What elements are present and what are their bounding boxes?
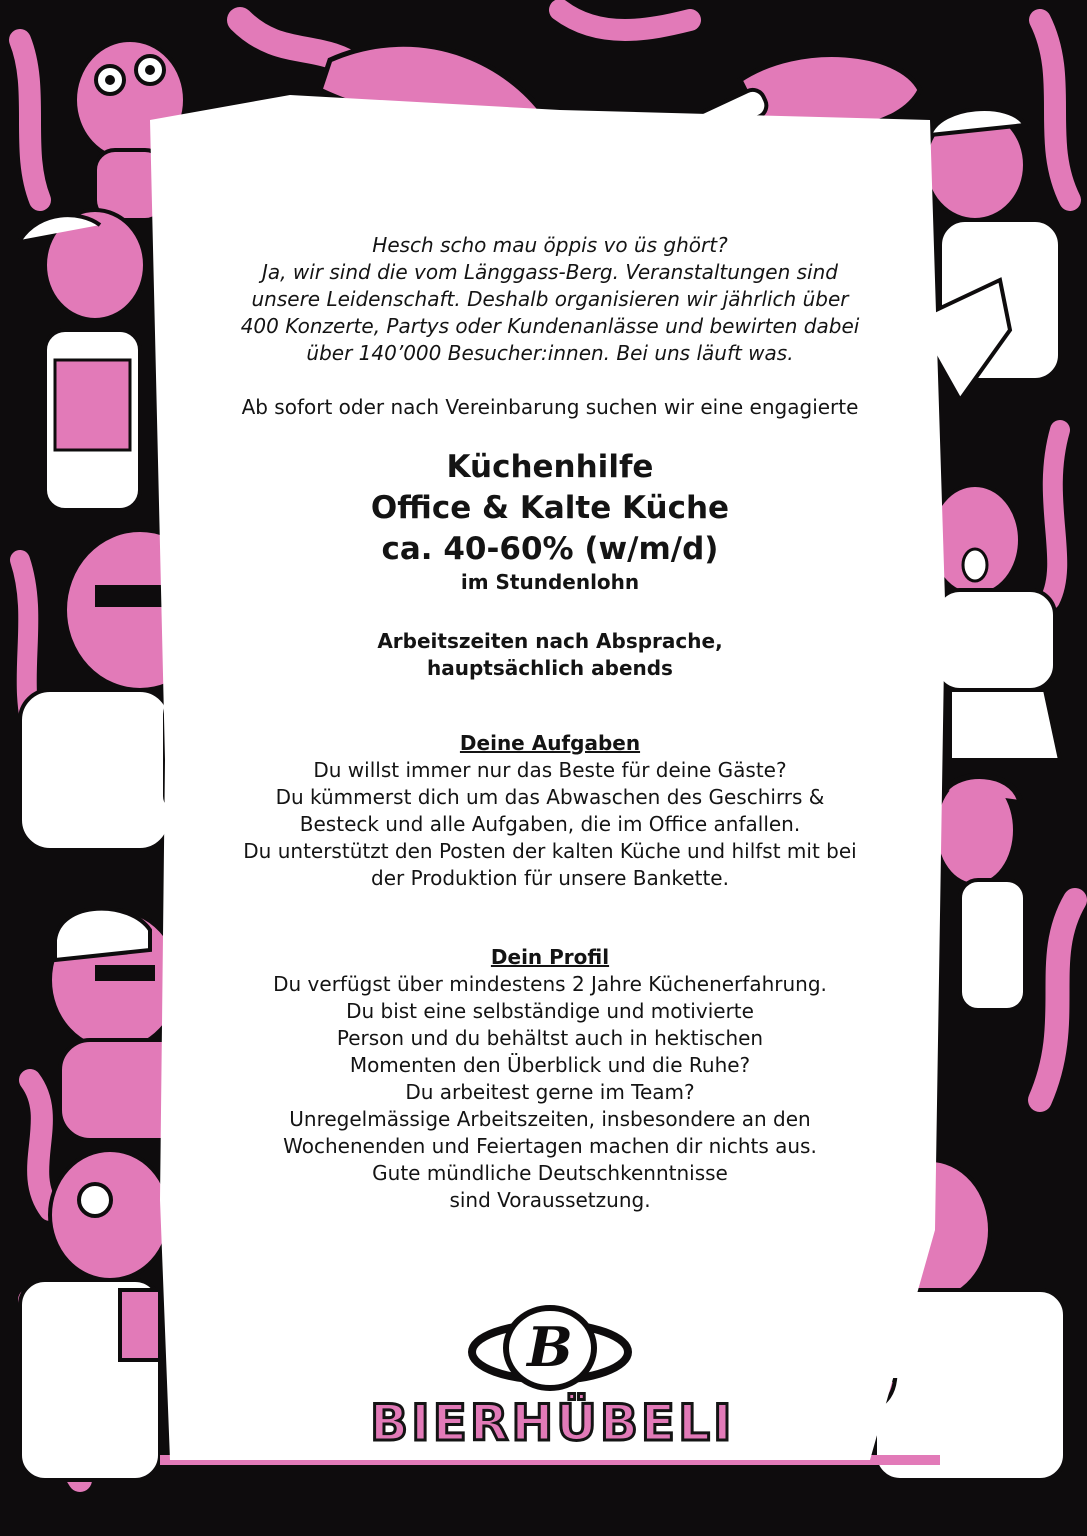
bierhuebeli-logo <box>330 1300 770 1460</box>
tasks-section <box>200 730 900 892</box>
working-hours <box>200 628 900 682</box>
job-title <box>200 447 900 594</box>
profile-line: Momenten den Überblick und die Ruhe? <box>349 1053 751 1077</box>
intro-line: Hesch scho mau öppis vo üs ghört? <box>372 233 728 257</box>
profile-line: Du bist eine selbständige und motivierte <box>346 999 754 1023</box>
profile-line: Person und du behältst auch in hektischen <box>336 1026 764 1050</box>
tasks-line: Du willst immer nur das Beste für deine Gäste? <box>313 758 787 782</box>
job-title-wage: im Stundenlohn <box>460 570 640 594</box>
job-title-line: ca. 40-60% (w/m/d) <box>381 531 719 567</box>
tasks-line: Besteck und alle Aufgaben, die im Office anfallen. <box>299 812 801 836</box>
tasks-line: der Produktion für unsere Bankette. <box>371 866 729 890</box>
logo-emblem-icon <box>330 1300 770 1400</box>
tasks-heading: Deine Aufgaben <box>459 731 641 755</box>
profile-line: Du arbeitest gerne im Team? <box>405 1080 695 1104</box>
working-hours-line: hauptsächlich abends <box>427 656 673 680</box>
logo-monogram: B <box>527 1315 573 1379</box>
tasks-line: Du unterstützt den Posten der kalten Küche und hilfst mit bei <box>243 839 857 863</box>
poster-text <box>200 232 900 1214</box>
intro-line: Ja, wir sind die vom Länggass-Berg. Veranstaltungen sind <box>262 260 838 284</box>
tasks-line: Du kümmerst dich um das Abwaschen des Geschirrs & <box>275 785 825 809</box>
profile-heading: Dein Profil <box>490 945 610 969</box>
intro-paragraph <box>200 232 900 367</box>
profile-line: Wochenenden und Feiertagen machen dir nichts aus. <box>283 1134 817 1158</box>
profile-line: Gute mündliche Deutschkenntnisse <box>372 1161 728 1185</box>
profile-line: sind Voraussetzung. <box>449 1188 651 1212</box>
intro-line: unsere Leidenschaft. Deshalb organisieren wir jährlich über <box>251 287 849 311</box>
working-hours-line: Arbeitszeiten nach Absprache, <box>377 629 723 653</box>
logo-wordmark: BIERHÜBELI <box>370 1394 735 1452</box>
job-title-line: Küchenhilfe <box>446 449 654 485</box>
profile-section <box>200 944 900 1214</box>
job-title-line: Office & Kalte Küche <box>370 490 730 526</box>
intro-line: 400 Konzerte, Partys oder Kundenanlässe und bewirten dabei <box>240 314 860 338</box>
lead-sentence: Ab sofort oder nach Vereinbarung suchen wir eine engagierte <box>241 395 859 419</box>
intro-line: über 140’000 Besucher:innen. Bei uns läuft was. <box>306 341 794 365</box>
profile-line: Du verfügst über mindestens 2 Jahre Küchenerfahrung. <box>273 972 827 996</box>
profile-line: Unregelmässige Arbeitszeiten, insbesondere an den <box>289 1107 811 1131</box>
